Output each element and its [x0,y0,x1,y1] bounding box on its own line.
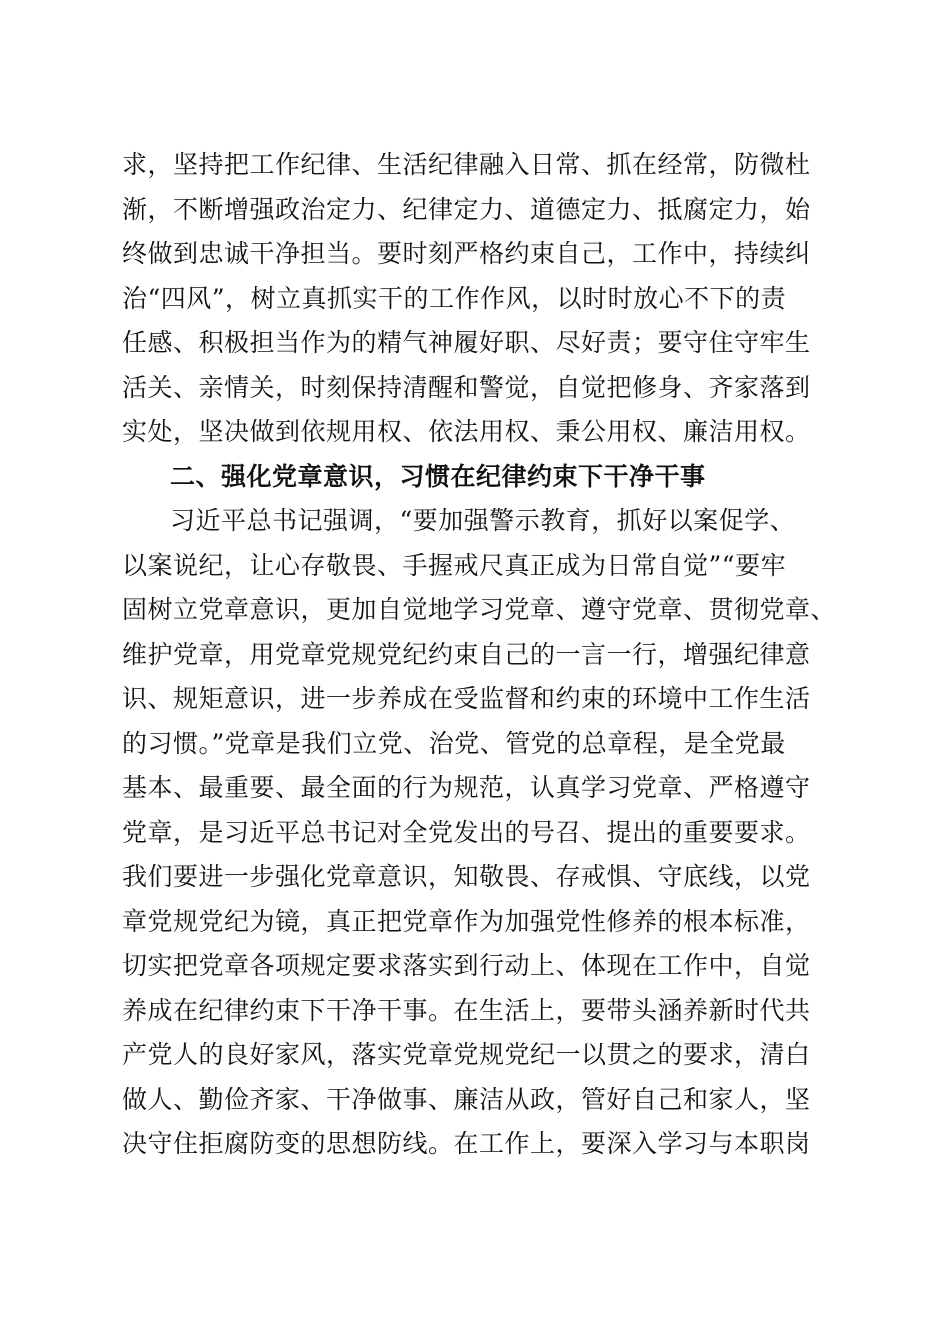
text-line: 活关、亲情关，时刻保持清醒和警觉，自觉把修身、齐家落到 [122,372,811,402]
text-line: 切实把党章各项规定要求落实到行动上、体现在工作中，自觉 [122,951,811,980]
text-line: 治“四风”，树立真抓实干的工作作风，以时时放心不下的责 [122,283,787,313]
text-line: 实处，坚决做到依规用权、依法用权、秉公用权、廉洁用权。 [122,417,811,446]
text-line: 产党人的良好家风，落实党章党规党纪一以贯之的要求，清白 [122,1040,811,1069]
text-line: 识、规矩意识，进一步养成在受监督和约束的环境中工作生活 [122,684,811,713]
text-line: 我们要进一步强化党章意识，知敬畏、存戒惧、守底线，以党 [122,862,811,891]
text-line: 维护党章，用党章党规党纪约束自己的一言一行，增强纪律意 [122,639,811,669]
text-line: 任感、积极担当作为的精气神履好职、尽好责；要守住守牢生 [122,328,811,357]
text-line: 终做到忠诚干净担当。要时刻严格约束自己，工作中，持续纠 [122,239,811,268]
text-line: 做人、勤俭齐家、干净做事、廉洁从政，管好自己和家人，坚 [122,1084,811,1114]
text-line: 的习惯。”党章是我们立党、治党、管党的总章程，是全党最 [122,728,786,758]
text-line: 党章，是习近平总书记对全党发出的号召、提出的重要要求。 [122,817,811,847]
text-line: 渐，不断增强政治定力、纪律定力、道德定力、抵腐定力，始 [122,194,811,224]
section-heading: 二、强化党章意识，习惯在纪律约束下干净干事 [170,461,706,491]
text-line: 章党规党纪为镜，真正把党章作为加强党性修养的根本标准， [122,906,811,936]
text-line: 习近平总书记强调，“要加强警示教育，抓好以案促学、 [170,506,796,535]
text-line: 决守住拒腐防变的思想防线。在工作上，要深入学习与本职岗 [122,1129,811,1158]
text-line: 固树立党章意识，更加自觉地学习党章、遵守党章、贯彻党章、 [122,595,837,624]
text-line: 基本、最重要、最全面的行为规范，认真学习党章、严格遵守 [122,773,811,802]
text-line: 以案说纪，让心存敬畏、手握戒尺真正成为日常自觉”“要牢 [122,550,787,580]
text-line: 求，坚持把工作纪律、生活纪律融入日常、抓在经常，防微杜 [122,150,811,179]
document-body [122,143,837,1167]
text-line: 养成在纪律约束下干净干事。在生活上，要带头涵养新时代共 [122,995,811,1025]
